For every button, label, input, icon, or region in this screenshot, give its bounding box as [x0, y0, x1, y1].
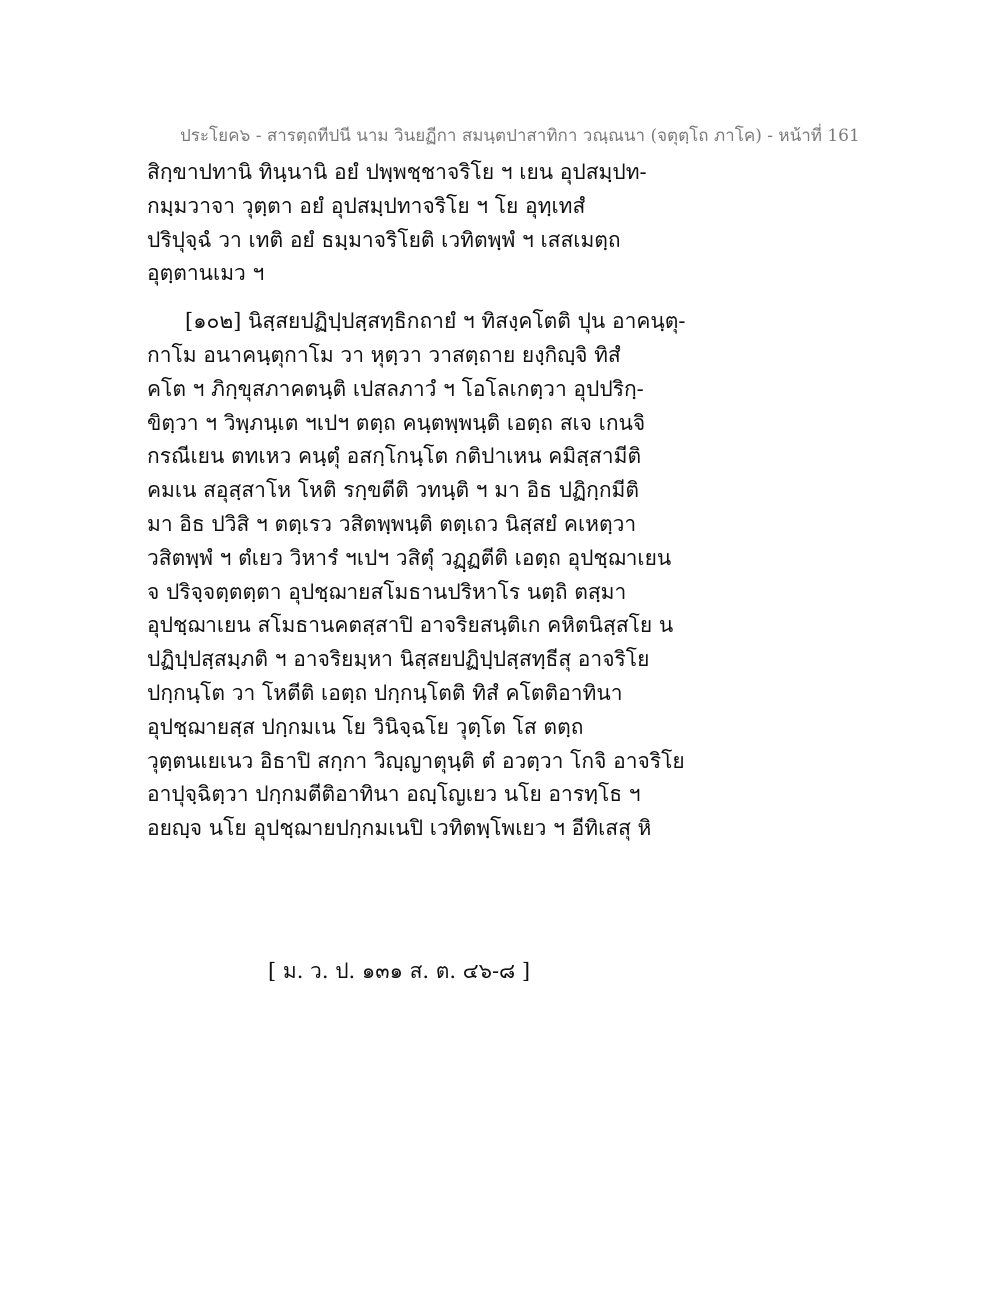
page-header: ประโยค๖ - สารตฺถทีปนี นาม วินยฏีกา สมนฺตปาสาทิกา วณฺณนา (จตุตฺโถ ภาโค) - หน้าที่ 161 [180, 126, 860, 146]
text-line: จ ปริจฺจตฺตตฺตา อุปชฺฌายสโมธานปริหาโร นตฺถิ ตสฺมา [147, 579, 627, 604]
text-line: อาปุจฺฉิตฺวา ปกฺกมตีติอาทินา อญฺโญเยว นโย อารทฺโธ ฯ [147, 782, 641, 807]
reference-note: [ ม. ว. ป. ๑๓๑ ส. ต. ๔๖-๘ ] [268, 959, 531, 983]
text-line: กมฺมวาจา วุตฺตา อยํ อุปสมฺปทาจริโย ฯ โย อุทฺเทสํ [147, 193, 586, 218]
text-line: มา อิธ ปวิสิ ฯ ตตฺเรว วสิตพฺพนฺติ ตตฺเถว นิสฺสยํ คเหตฺวา [147, 511, 637, 536]
paragraph-start-line: [๑๐๒] นิสฺสยปฏิปฺปสฺสทฺธิกถายํ ฯ ทิสงฺคโตติ ปุน อาคนฺตุ- [185, 309, 686, 334]
text-line: อุปชฺฌาเยน สโมธานคตสฺสาปิ อาจริยสนฺติเก คหิตนิสฺสโย น [147, 613, 674, 638]
text-line: ปริปุจฺฉํ วา เทติ อยํ ธมฺมาจริโยติ เวทิตพฺพํ ฯ เสสเมตฺถ [147, 227, 621, 252]
body-text [147, 156, 847, 846]
text-line: วสิตพฺพํ ฯ ตํเยว วิหารํ ฯเปฯ วสิตุํ วฏฺฏตีติ เอตฺถ อุปชฺฌาเยน [147, 545, 672, 570]
text-line: อุตฺตานเมว ฯ [147, 261, 265, 286]
text-line: อุปชฺฌายสฺส ปกฺกมเน โย วินิจฺฉโย วุตฺโต โส ตตฺถ [147, 714, 584, 739]
text-line: ปกฺกนฺโต วา โหตีติ เอตฺถ ปกฺกนฺโตติ ทิสํ คโตติอาทินา [147, 680, 623, 705]
text-line: สิกฺขาปทานิ ทินฺนานิ อยํ ปพฺพชฺชาจริโย ฯ เยน อุปสมฺปท- [147, 160, 647, 184]
text-line: อยญฺจ นโย อุปชฺฌายปกฺกมเนปิ เวทิตพฺโพเยว ฯ อีทิเสสุ หิ [147, 816, 652, 841]
text-line: กรณีเยน ตทเหว คนฺตุํ อสกฺโกนฺโต กติปาเหน คมิสฺสามีติ [147, 444, 642, 469]
text-line: ขิตฺวา ฯ วิพฺภนฺเต ฯเปฯ ตตฺถ คนฺตพฺพนฺติ เอตฺถ สเจ เกนจิ [147, 410, 646, 435]
text-line: คมเน สอุสฺสาโห โหติ รกฺขตีติ วทนฺติ ฯ มา อิธ ปฏิกฺกมีติ [147, 478, 640, 503]
text-line: คโต ฯ ภิกฺขุสภาคตนฺติ เปสลภาวํ ฯ โอโลเกตฺวา อุปปริกฺ- [147, 376, 644, 401]
text-line: ปฏิปฺปสฺสมฺภติ ฯ อาจริยมฺหา นิสฺสยปฏิปฺปสฺสทฺธีสุ อาจริโย [147, 647, 650, 672]
text-line: วุตฺตนเยเนว อิธาปิ สกฺกา วิญฺญาตุนฺติ ตํ อวตฺวา โกจิ อาจริโย [147, 748, 685, 773]
text-line: กาโม อนาคนฺตุกาโม วา หุตฺวา วาสตฺถาย ยงฺกิญฺจิ ทิสํ [147, 342, 621, 367]
